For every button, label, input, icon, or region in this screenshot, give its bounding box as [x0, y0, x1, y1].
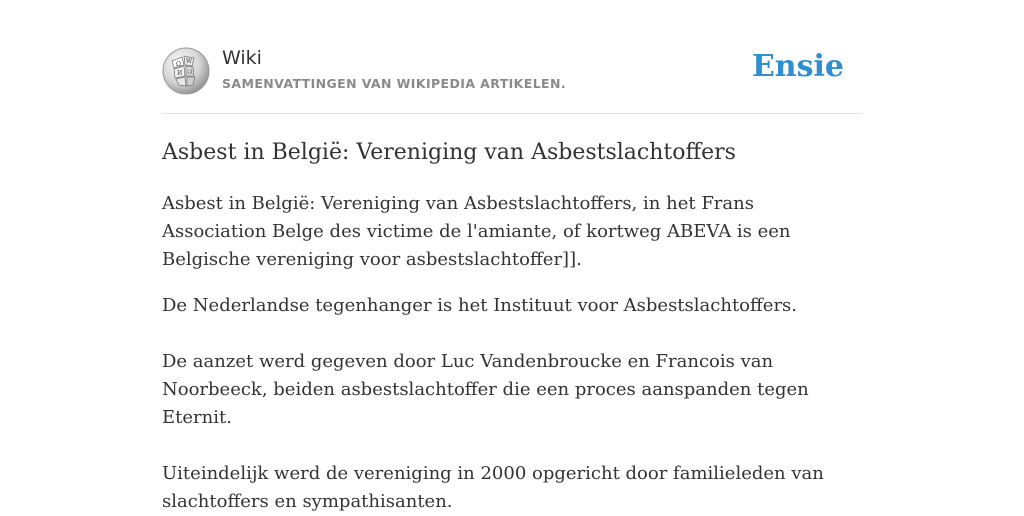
article-title: Asbest in België: Vereniging van Asbestslachtoffers	[162, 140, 736, 165]
paragraph-spacer	[162, 432, 862, 460]
article-paragraph: De Nederlandse tegenhanger is het Instituut voor Asbestslachtoffers.	[162, 295, 798, 316]
article-paragraph: De aanzet werd gegeven door Luc Vandenbroucke en Francois van Noorbeeck, beiden asbestslachtoffer die een proces aanspanden tegen Eternit.	[162, 351, 809, 428]
svg-text:ほ: ほ	[187, 69, 194, 76]
paragraph-spacer	[162, 320, 862, 348]
article-paragraph: Uiteindelijk werd de vereniging in 2000 opgericht door familieleden van slachtoffers en sympathisanten.	[162, 463, 824, 512]
svg-text:И: И	[177, 70, 183, 77]
site-name[interactable]: Wiki	[222, 47, 262, 69]
svg-text:Ω: Ω	[176, 61, 181, 68]
brand-logo-link[interactable]: Ensie	[751, 49, 844, 84]
svg-text:W: W	[186, 58, 193, 65]
article-intro: Asbest in België: Vereniging van Asbestslachtoffers, in het Frans Association Belge des victime de l'amiante, of kortweg ABEVA is een Belgische vereniging voor asbestslachtoffer]].	[162, 193, 791, 270]
wikipedia-globe-icon[interactable]	[162, 47, 210, 95]
article-content	[162, 190, 862, 516]
site-tagline: SAMENVATTINGEN VAN WIKIPEDIA ARTIKELEN.	[222, 76, 567, 91]
site-header	[162, 45, 862, 114]
